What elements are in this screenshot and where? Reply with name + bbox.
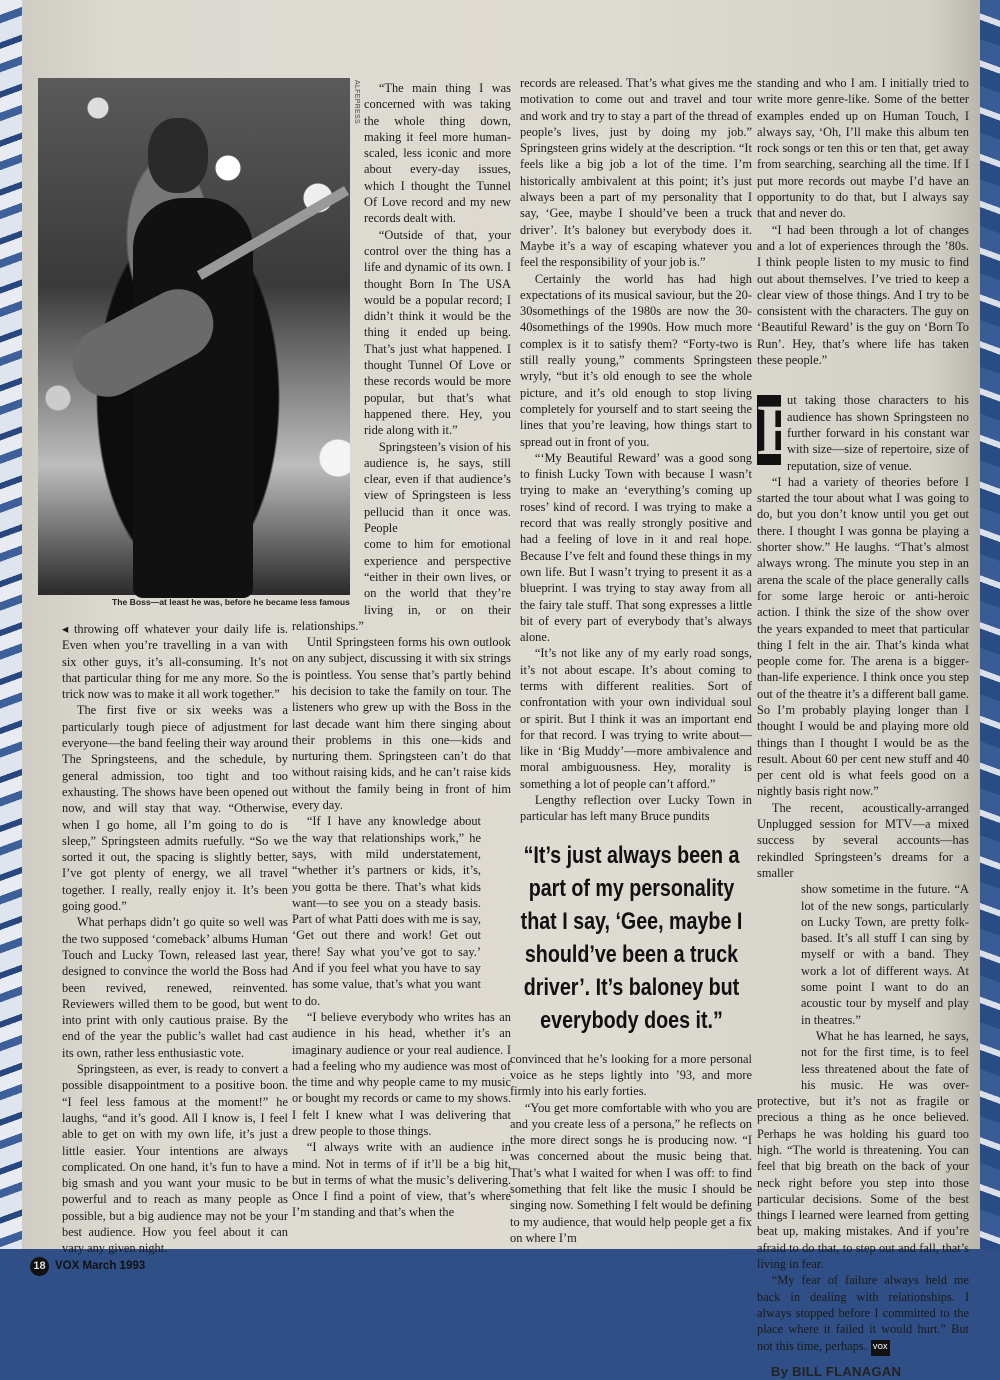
paragraph: Springsteen, as ever, is ready to convert a possible disappointment to a positive boon. “I feel less famous at the moment!” he laughs, “and it’s good. All I know is, I feel able to get on with my own life, it’s just a little easier. Your intentions are always complicated. On one hand, it’s fun to have a big smash and you want your music to be powerful and to reach as many people as possible, but a big audience may not be your best audience. How you feel about it can vary any given night. <box>62 1062 288 1256</box>
drop-cap: B <box>757 390 806 471</box>
pull-quote: “It’s just always been a part of my personality that I say, ‘Gee, maybe I should’ve been a truck driver’. It’s baloney but everybody does it.” <box>520 841 743 1034</box>
column-2-with-side-column <box>292 80 511 1221</box>
paragraph: Lengthy reflection over Lucky Town in particular has left many Bruce pundits <box>520 793 752 824</box>
paragraph: “I had been through a lot of changes and a lot of experiences through the ’80s. I think people listen to my music to find out about themselves. I’ve tried to keep a clear view of those things. And I try to be consistent with the characters. The guy on ‘Beautiful Reward’ is the guy on ‘Born To Run’. Hey, that’s where life has taken these people.” <box>757 222 969 368</box>
paragraph: Springsteen’s vision of his audience is, he says, still clear, even if that audience’s view of Springsteen is less pellucid than it once was. People <box>364 439 511 536</box>
paragraph: records are released. That’s what gives me the motivation to come out and travel and tour and work and try to stay a part of the thread of people’s lives, just by doing my job.” Springsteen grins widely at the description. “It feels like a big job a lot of the time. I’m historically ambivalent at this point; it’s just always been a part of my personality that I say, ‘Gee, maybe I should’ve been a truck driver’. It’s baloney but everybody does it. Maybe it’s a way of escaping whatever you feel the responsibility of your job is.” <box>520 76 752 270</box>
column-4-text <box>757 75 969 1356</box>
spacer <box>481 810 511 995</box>
photo-credit: ALFEPRESS <box>353 80 360 124</box>
column-3-bottom <box>510 1051 752 1247</box>
paragraph: “Outside of that, your control over the thing has a life and dynamic of its own. I thought Born In The USA would be a popular record; I didn’t think it would be the thing it ended up being. That’s just what happened. I thought Tunnel Of Love or these records would be more popular, but that’s what happened there. Hey, you ride along with it.” <box>364 227 511 438</box>
spacer <box>757 881 801 1081</box>
paragraph: Certainly the world has had high expectations of its musical saviour, but the 20-30somethings of the 1980s are now the 30-40somethings of the 1990s. How much more complex is it to satisfy them? “Forty-two is still really young,” comments Springsteen wryly, “but it’s old enough to see the whole picture, and it’s old enough to stop living completely for yourself and to start seeing the lines that you’re leaving, how things start to spread out in front of you. <box>520 271 752 449</box>
paragraph: standing and who I am. I initially tried to write more genre-like. Some of the better examples ended up on Human Touch, I always say, ‘Oh, I’ll make this album ten rock songs or ten this or ten that, get away from searching, searching all the time. If I put more records out maybe I’d have an opportunity to do that, but I always say that and never do. <box>757 76 969 221</box>
paragraph: The first five or six weeks was a particularly tough piece of adjustment for everyone—the band feeling their way around The Springsteens, and the schedule, by general admission, too tight and too exhausting. The shows have been opened out now, and will stay that way. “Otherwise, when I go home, all I’m going to do is sleep,” Springsteen admits ruefully. “So we sorted it out, the spacing is slightly better, I’ve got plenty of energy, we all travel together. I really, really enjoy it. It’s been going good.” <box>62 703 288 914</box>
paragraph: “I believe everybody who writes has an audience in his head, whether it’s an imaginary audience or your real audience. I had a feeling who my audience was most of the time and why people came to my music or bought my records or came to my shows. I felt I knew what I was delivering that drew people to those things. <box>292 1009 511 1138</box>
column-1-text <box>30 621 288 1257</box>
paragraph: “You get more comfortable with who you are and you create less of a persona,” he reflects on the more direct songs he is producing now. “I was concerned about the music being that. That’s what I waited for when I was off: to find something that felt like the music I should be singing now. Something I felt would be defining to my audience, that would help people get a fix on where I’m <box>510 1100 752 1245</box>
paragraph <box>757 1272 969 1355</box>
publication-issue: VOX March 1993 <box>55 1259 146 1272</box>
paragraph-drop-cap <box>757 392 969 473</box>
paragraph: The recent, acoustically-arranged Unplugged session for MTV—a mixed success by several accounts—has rekindled Springsteen’s dreams for a smaller <box>757 800 969 880</box>
paragraph: “‘My Beautiful Reward’ was a good song to finish Lucky Town with because I wasn’t trying to make an ‘everything’s coming up roses’ kind of record. I was trying to make a record that was really strongly positive and had a feeling of love in it and real hope. Because I’ve felt and found these things in my own life. But I wasn’t trying to present it as a blueprint. I was trying to stay away from all the fairy tale stuff. That song expresses a little bit of every part of everybody that’s always alone. <box>520 450 752 645</box>
column-1 <box>30 621 288 1272</box>
paragraph: “If I have any knowledge about the way that relationships work,” he says, with mild understatement, “whether it’s partners or kids, it’s, you gotta be there. That’s what kids want—to see you on a steady basis. Part of what Patti does with me is say, ‘Get out there and work! Get out there! Say what you’ve got to say.’ And if you feel what you have to say has some value, that’s what you want to do. <box>292 814 481 1008</box>
paragraph-text: ut taking those characters to his audience has shown Springsteen no further forward in his constant war with size—size of repertoire, size of reputation, size of venue. <box>787 393 969 473</box>
paragraph: show sometime in the future. “A lot of the new songs, particularly on Lucky Town, are pretty folk-based. It’s all stuff I can sing by myself or with a band. They work a lot of different ways. At some point I want to do an acoustic tour by myself and play in theatres.” <box>801 882 969 1027</box>
paragraph: ◂ throwing off whatever your daily life is. Even when you’re travelling in a van with six other guys, it’s all-consuming. It’s not that particular thing for me any more. So the trick now was to make it all work together.” <box>62 622 288 702</box>
vox-end-mark: VOX <box>871 1340 890 1356</box>
paragraph: What perhaps didn’t go quite so well was the two supposed ‘comeback’ albums Human Touch and Lucky Town, released last year, designed to convince the world the Boss had been revived, renewed, reinvented. Reviewers willed them to be good, but went into print with only cautious praise. By the end of the year the public’s wallet had cast its own, rather less enthusiastic vote. <box>62 915 288 1060</box>
paragraph: “The main thing I was concerned with was taking the whole thing down, making it feel more human-scaled, less iconic and more about every-day issues, which I thought the Tunnel Of Love record and my new records dealt with. <box>364 81 511 226</box>
column-3-top <box>510 75 752 825</box>
page-folio <box>30 1257 288 1276</box>
paragraph: convinced that he’s looking for a more personal voice as he steps lightly into ’93, and more firmly into his early forties. <box>510 1051 752 1099</box>
column-3 <box>510 75 752 1246</box>
paragraph: “It’s not like any of my early road songs, it’s not about escape. It’s about coming to terms with different realities. Sort of confrontation with your own individual soul or spirit. But I think it was an important end for that record. I was trying to write about—like in ‘Big Muddy’—more ambivalence and moral ambiguousness. Hey, morality is something a lot of people can’t afford.” <box>520 646 752 791</box>
page-number: 18 <box>30 1257 49 1276</box>
paragraph: come to him for emotional experience and perspective “either in their own lives, or on the world that they’re living in, or on their relationships.” <box>292 537 511 633</box>
spacer <box>292 80 364 615</box>
column-4 <box>757 75 969 1379</box>
paragraph: “I had a variety of theories before I started the tour about what I was going to do, but you don’t know until you get out there. I thought I was gonna be playing a shorter show.” He laughs. “That’s almost always wrong. The minute you step in an arena the scale of the place generally calls for some large heroic or anti-heroic action. I think the size of the show over the years expanded to meet that particular thing I felt in the air. That’s kinda what people come for. The arena is a bigger-than-life experience. I think once you step out of the theatre it’s a different ball game. So I’m probably playing longer than I thought I would be and playing more old things than I thought I would be as the result. About 60 per cent new stuff and 40 per cent old is what feels good on a nightly basis right now.” <box>757 474 969 799</box>
paragraph: “I always write with an audience in mind. Not in terms of if it’ll be a big hit, but in terms of what the music’s delivering. Once I find a point of view, that’s where I’m standing and that’s when the <box>292 1140 511 1220</box>
byline: By BILL FLANAGAN <box>771 1363 902 1379</box>
paragraph: Until Springsteen forms his own outlook on any subject, discussing it with six strings is pointless. You sense that’s partly behind his decision to take the family on tour. The listeners who grew up with the Boss in the last decade want him there singing about their problems in this one—kids and nurturing them. Springsteen can’t do that without raising kids, and he can’t raise kids without the family being in front of him every day. <box>292 635 511 813</box>
paragraph-text: “My fear of failure always held me back in dealing with relationships. I always stopped before I committed to the place where it failed it would hurt.” But not this time, perhaps. <box>757 1273 969 1353</box>
paragraph: What he has learned, he says, not for the first time, is to feel less threatened about the fate of his music. He was over-protective, but it’s not as fragile or precious a thing as he once believed. Perhaps he was holding his guard too high. “The world is threatening. You can feel that big breath on the back of your neck right before you step into those particular decisions. Some of the best things I learned were learned from getting beat up, making mistakes. And if you’re afraid to do that, to step out and fall, that’s living in fear. <box>757 1028 969 1272</box>
photo-caption: The Boss—at least he was, before he became less famous <box>112 597 350 607</box>
photo-figure-head <box>148 118 208 193</box>
